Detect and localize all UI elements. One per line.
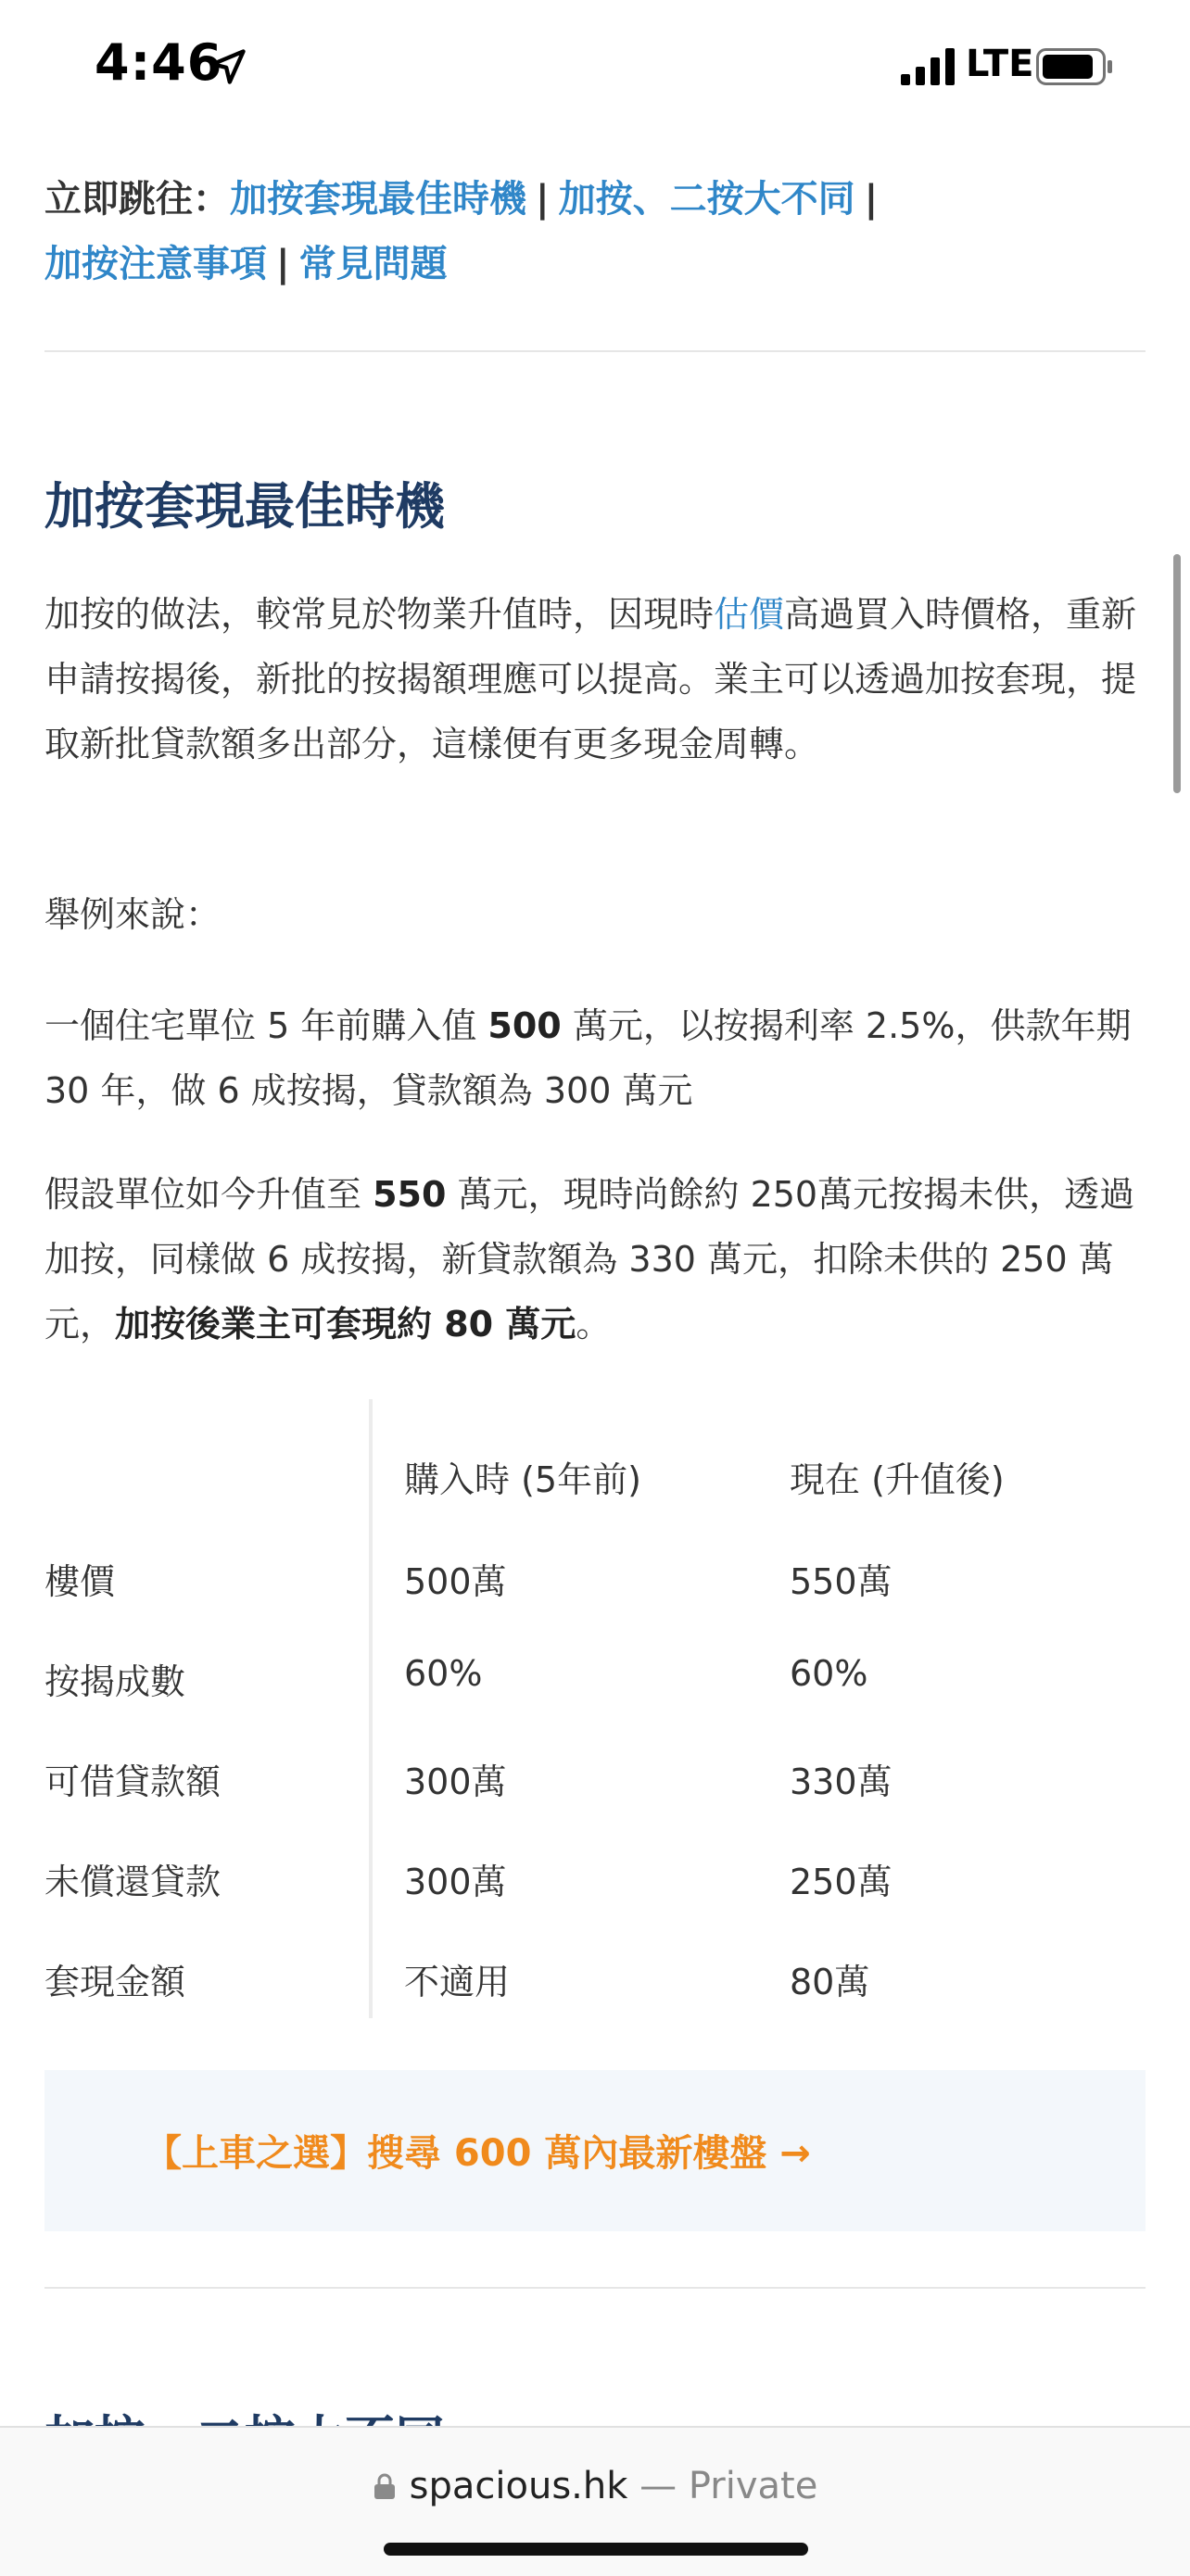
jump-link-difference[interactable]: 加按、二按大不同 bbox=[558, 178, 855, 221]
status-bar bbox=[0, 0, 1190, 130]
para1-text-a: 加按的做法，較常見於物業升值時，因現時 bbox=[44, 594, 715, 635]
jump-separator: | bbox=[276, 243, 290, 285]
table-cell: 550萬 bbox=[790, 1561, 892, 1602]
comparison-table bbox=[44, 1399, 1146, 2018]
table-row-label: 套現金額 bbox=[44, 1962, 186, 2002]
table-cell: 250萬 bbox=[790, 1862, 892, 1902]
jump-separator: | bbox=[864, 178, 879, 221]
para4-bold-cashout: 加按後業主可套現約 80 萬元 bbox=[115, 1304, 576, 1345]
table-cell: 不適用 bbox=[404, 1962, 511, 2002]
section-divider bbox=[44, 2287, 1146, 2289]
table-row-label: 可借貸款額 bbox=[44, 1762, 222, 1802]
para4-text-b: 萬元，現時尚餘約 250萬元按揭未供，透過加按，同樣做 6 成按揭，新貸款額為 330 萬元，扣除未供的 250 萬元， bbox=[44, 1174, 1135, 1345]
para4-text-c: 。 bbox=[576, 1304, 612, 1345]
battery-icon bbox=[1036, 48, 1114, 85]
table-row-label: 未償還貸款 bbox=[44, 1862, 222, 1902]
private-label: Private bbox=[688, 2465, 818, 2507]
jump-prefix: 立即跳往： bbox=[44, 178, 230, 221]
cta-banner bbox=[44, 2070, 1146, 2231]
jump-nav bbox=[44, 167, 1144, 297]
example-paragraph-1 bbox=[44, 993, 1146, 1123]
table-cell: 330萬 bbox=[790, 1762, 892, 1802]
home-indicator[interactable] bbox=[384, 2543, 808, 2556]
location-arrow-icon bbox=[208, 46, 248, 87]
valuation-link[interactable]: 估價 bbox=[714, 594, 785, 635]
address-bar[interactable] bbox=[0, 2465, 1190, 2507]
scroll-indicator[interactable] bbox=[1173, 554, 1181, 793]
table-cell: 300萬 bbox=[404, 1762, 507, 1802]
table-header-before: 購入時 (5年前) bbox=[404, 1459, 641, 1500]
jump-link-best-timing[interactable]: 加按套現最佳時機 bbox=[230, 178, 526, 221]
jump-separator: | bbox=[536, 178, 550, 221]
browser-bottom-bar bbox=[0, 2426, 1190, 2576]
para3-bold: 500 bbox=[487, 1005, 562, 1046]
table-cell: 300萬 bbox=[404, 1862, 507, 1902]
para4-bold-price: 550 bbox=[373, 1174, 447, 1215]
table-row-label: 按揭成數 bbox=[44, 1661, 186, 1702]
url-dash: — bbox=[627, 2465, 689, 2507]
network-type: LTE bbox=[966, 43, 1034, 85]
intro-paragraph bbox=[44, 582, 1146, 777]
url-domain: spacious.hk bbox=[409, 2465, 628, 2507]
jump-link-faq[interactable]: 常見問題 bbox=[298, 243, 448, 285]
table-row-label: 樓價 bbox=[44, 1561, 116, 1602]
cta-link[interactable]: 【上車之選】搜尋 600 萬內最新樓盤 → bbox=[145, 2132, 811, 2175]
para4-text-a: 假設單位如今升值至 bbox=[44, 1174, 373, 1215]
table-cell: 60% bbox=[404, 1653, 483, 1694]
example-intro: 舉例來說： bbox=[44, 894, 222, 935]
signal-bars-icon bbox=[901, 48, 958, 85]
section-divider bbox=[44, 350, 1146, 352]
status-time: 4:46 bbox=[95, 33, 223, 92]
table-header-now: 現在 (升值後) bbox=[790, 1459, 1005, 1500]
jump-link-notes[interactable]: 加按注意事項 bbox=[44, 243, 267, 285]
table-cell: 500萬 bbox=[404, 1561, 507, 1602]
table-column-divider bbox=[369, 1399, 373, 2018]
para3-text-a: 一個住宅單位 5 年前購入值 bbox=[44, 1005, 488, 1046]
section-heading: 加按套現最佳時機 bbox=[44, 477, 445, 536]
example-paragraph-2 bbox=[44, 1162, 1146, 1357]
para1-text-b: 高過買入時價格，重新申請按揭後，新批的按揭額理應可以提高。業主可以透過加按套現，提取新批貸款額多出部分，這樣便有更多現金周轉。 bbox=[44, 594, 1137, 764]
lock-icon bbox=[373, 2472, 397, 2500]
table-cell: 80萬 bbox=[790, 1962, 870, 2002]
para3-text-b: 萬元，以按揭利率 2.5%，供款年期 30 年，做 6 成按揭，貸款額為 300 萬元 bbox=[44, 1005, 1132, 1111]
table-cell: 60% bbox=[790, 1653, 868, 1694]
